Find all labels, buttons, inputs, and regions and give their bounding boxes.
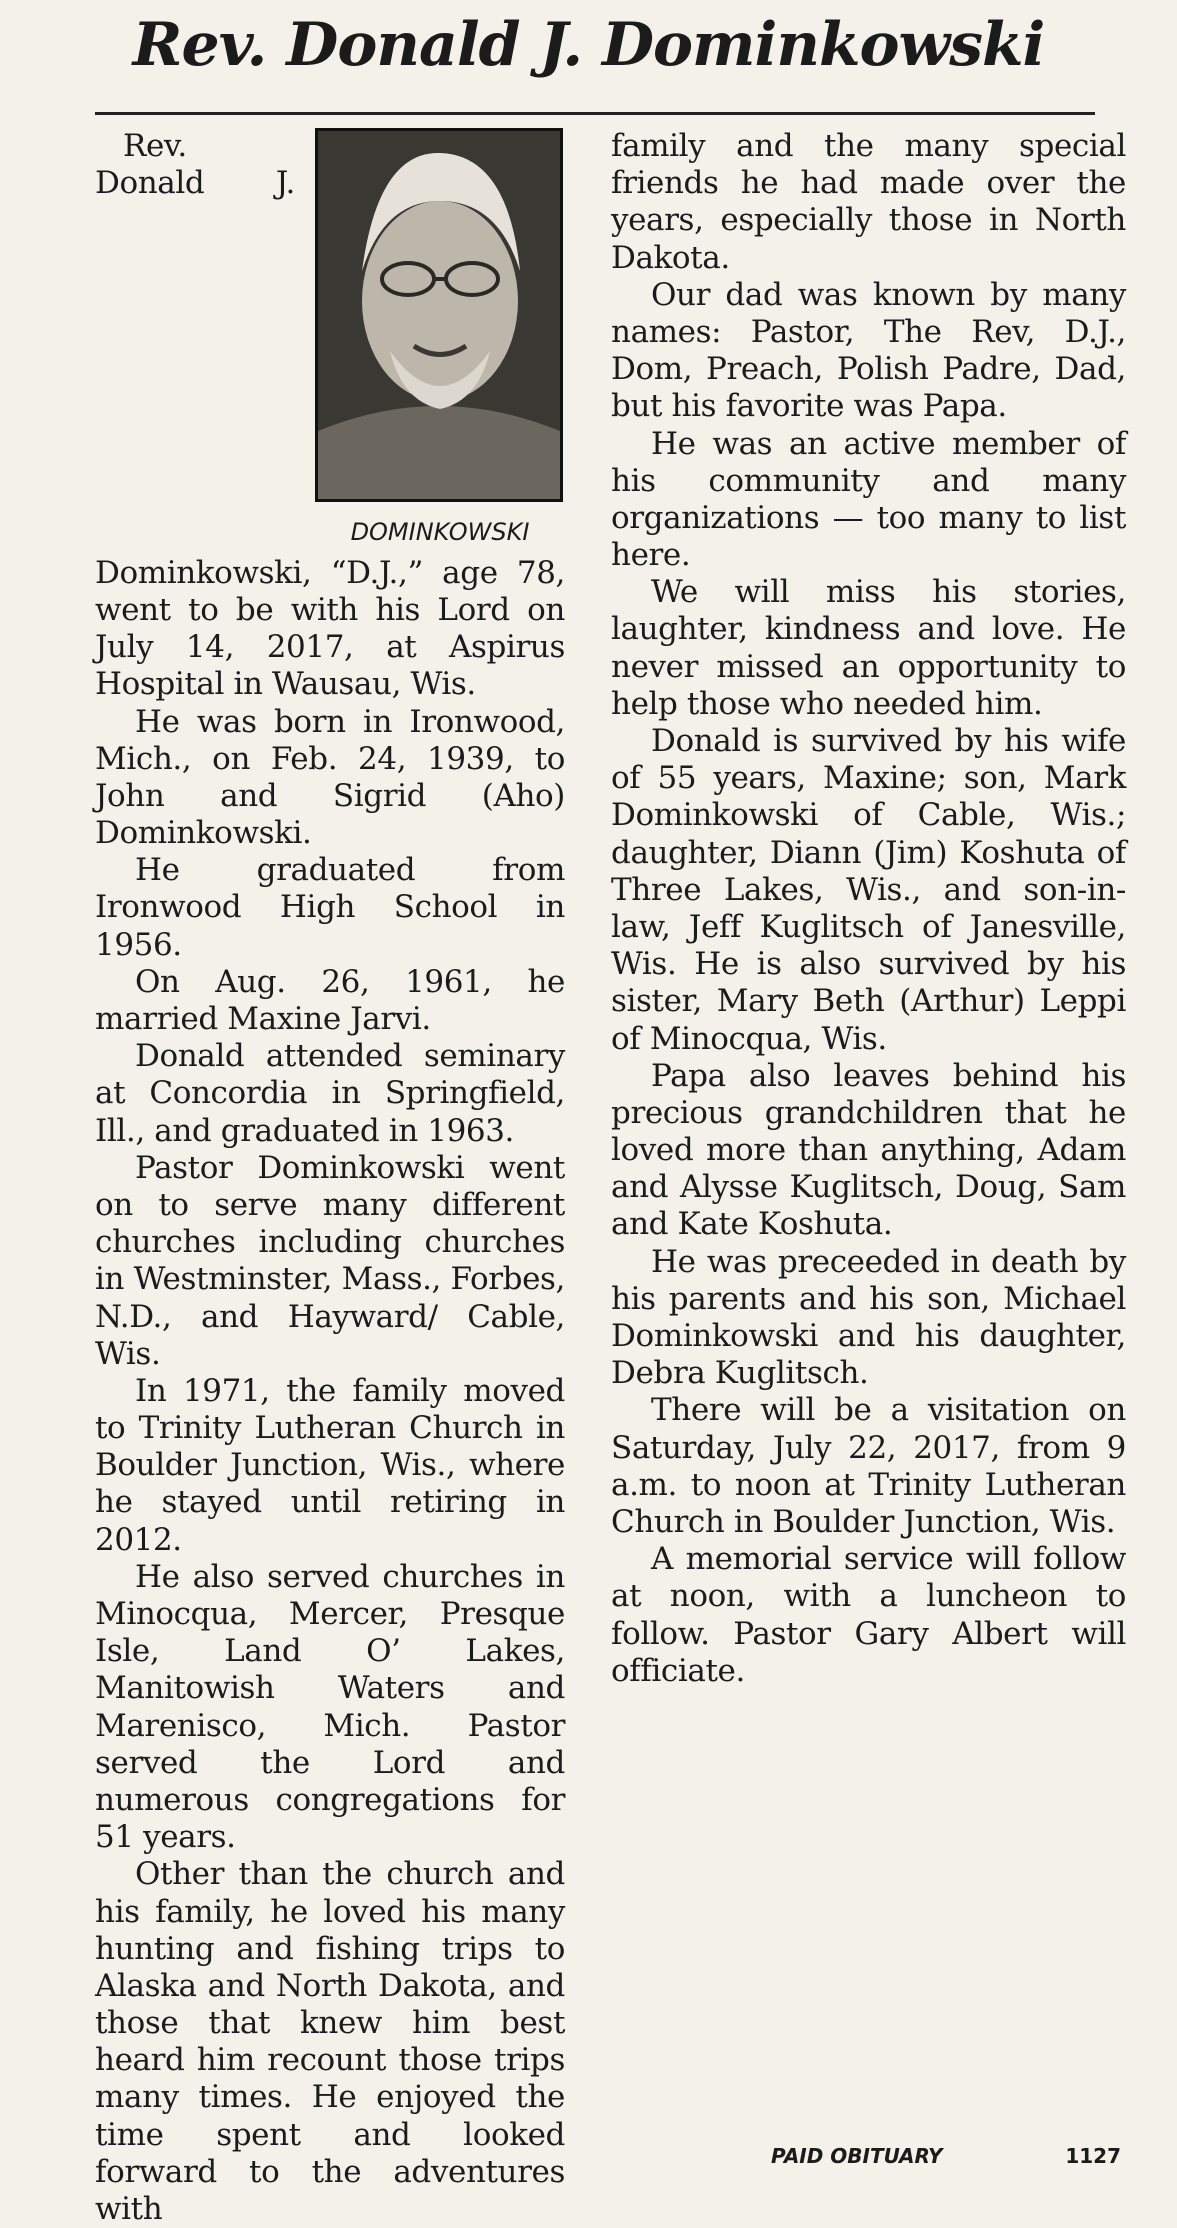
reference-number: 1127 bbox=[1065, 2144, 1121, 2168]
paragraph: Donald is survived by his wife of 55 years, Maxine; son, Mark Dominkowski of Cable, Wis.; daughter, Diann (Jim) Koshuta of Three Lakes, Wis., and son-in-law, Jeff Kuglitsch of Janesville, Wis. He is also survived by his sister, Mary Beth (Arthur) Leppi of Minocqua, Wis. bbox=[611, 723, 1126, 1057]
left-column bbox=[95, 128, 565, 2228]
obituary-title: Rev. Donald J. Dominkowski bbox=[132, 10, 1045, 80]
portrait-photo bbox=[315, 128, 563, 502]
paragraph: On Aug. 26, 1961, he married Maxine Jarvi. bbox=[95, 963, 565, 1038]
photo-caption: DOMINKOWSKI bbox=[350, 518, 530, 546]
paragraph: He was preceeded in death by his parents and his son, Michael Dominkowski and his daughter, Debra Kuglitsch. bbox=[611, 1243, 1126, 1392]
paragraph: He was an active member of his community and many organizations — too many to list here. bbox=[611, 425, 1126, 574]
photo-block bbox=[315, 128, 565, 547]
paragraph: A memorial service will follow at noon, with a luncheon to follow. Pastor Gary Albert will officiate. bbox=[611, 1541, 1126, 1689]
paragraph: family and the many special friends he had made over the years, especially those in North Dakota. bbox=[611, 128, 1126, 276]
paragraph: Other than the church and his family, he loved his many hunting and fishing trips to Alaska and North Dakota, and those that knew him best heard him recount those trips many times. He enjoyed the time spent and looked forward to the adventures with bbox=[95, 1856, 565, 2228]
portrait-image-icon bbox=[318, 131, 560, 499]
paragraph: Pastor Dominkowski went on to serve many different churches including churches in Westminster, Mass., Forbes, N.D., and Hayward/ Cable, Wis. bbox=[95, 1149, 565, 1372]
right-column bbox=[611, 128, 1126, 1690]
paragraph: Papa also leaves behind his precious grandchildren that he loved more than anything, Adam and Alysse Kuglitsch, Doug, Sam and Kate Koshuta. bbox=[611, 1057, 1126, 1243]
paragraph: He was born in Ironwood, Mich., on Feb. 24, 1939, to John and Sigrid (Aho) Dominkowski. bbox=[95, 703, 565, 852]
paragraph: He graduated from Ironwood High School in 1956. bbox=[95, 852, 565, 963]
title-divider bbox=[95, 112, 1095, 115]
paragraph: There will be a visitation on Saturday, July 22, 2017, from 9 a.m. to noon at Trinity Lutheran Church in Boulder Junction, Wis. bbox=[611, 1392, 1126, 1540]
paragraph: In 1971, the family moved to Trinity Lutheran Church in Boulder Junction, Wis., where he stayed until retiring in 2012. bbox=[95, 1372, 565, 1558]
paragraph: We will miss his stories, laughter, kindness and love. He never missed an opportunity to help those who needed him. bbox=[611, 574, 1126, 722]
paid-obituary-label: PAID OBITUARY bbox=[771, 2144, 943, 2168]
paragraph: He also served churches in Minocqua, Mercer, Presque Isle, Land O’ Lakes, Manitowish Waters and Marenisco, Mich. Pastor served the Lord and numerous congregations for 51 years. bbox=[95, 1558, 565, 1856]
paragraph: Rev. Donald J. Dominkowski, “D.J.,” age 78, went to be with his Lord on July 14, 2017, at Aspirus Hospital in Wausau, Wis. bbox=[95, 128, 565, 703]
paragraph: Our dad was known by many names: Pastor, The Rev, D.J., Dom, Preach, Polish Padre, Dad, but his favorite was Papa. bbox=[611, 276, 1126, 425]
paragraph: Donald attended seminary at Concordia in Springfield, Ill., and graduated in 1963. bbox=[95, 1038, 565, 1149]
